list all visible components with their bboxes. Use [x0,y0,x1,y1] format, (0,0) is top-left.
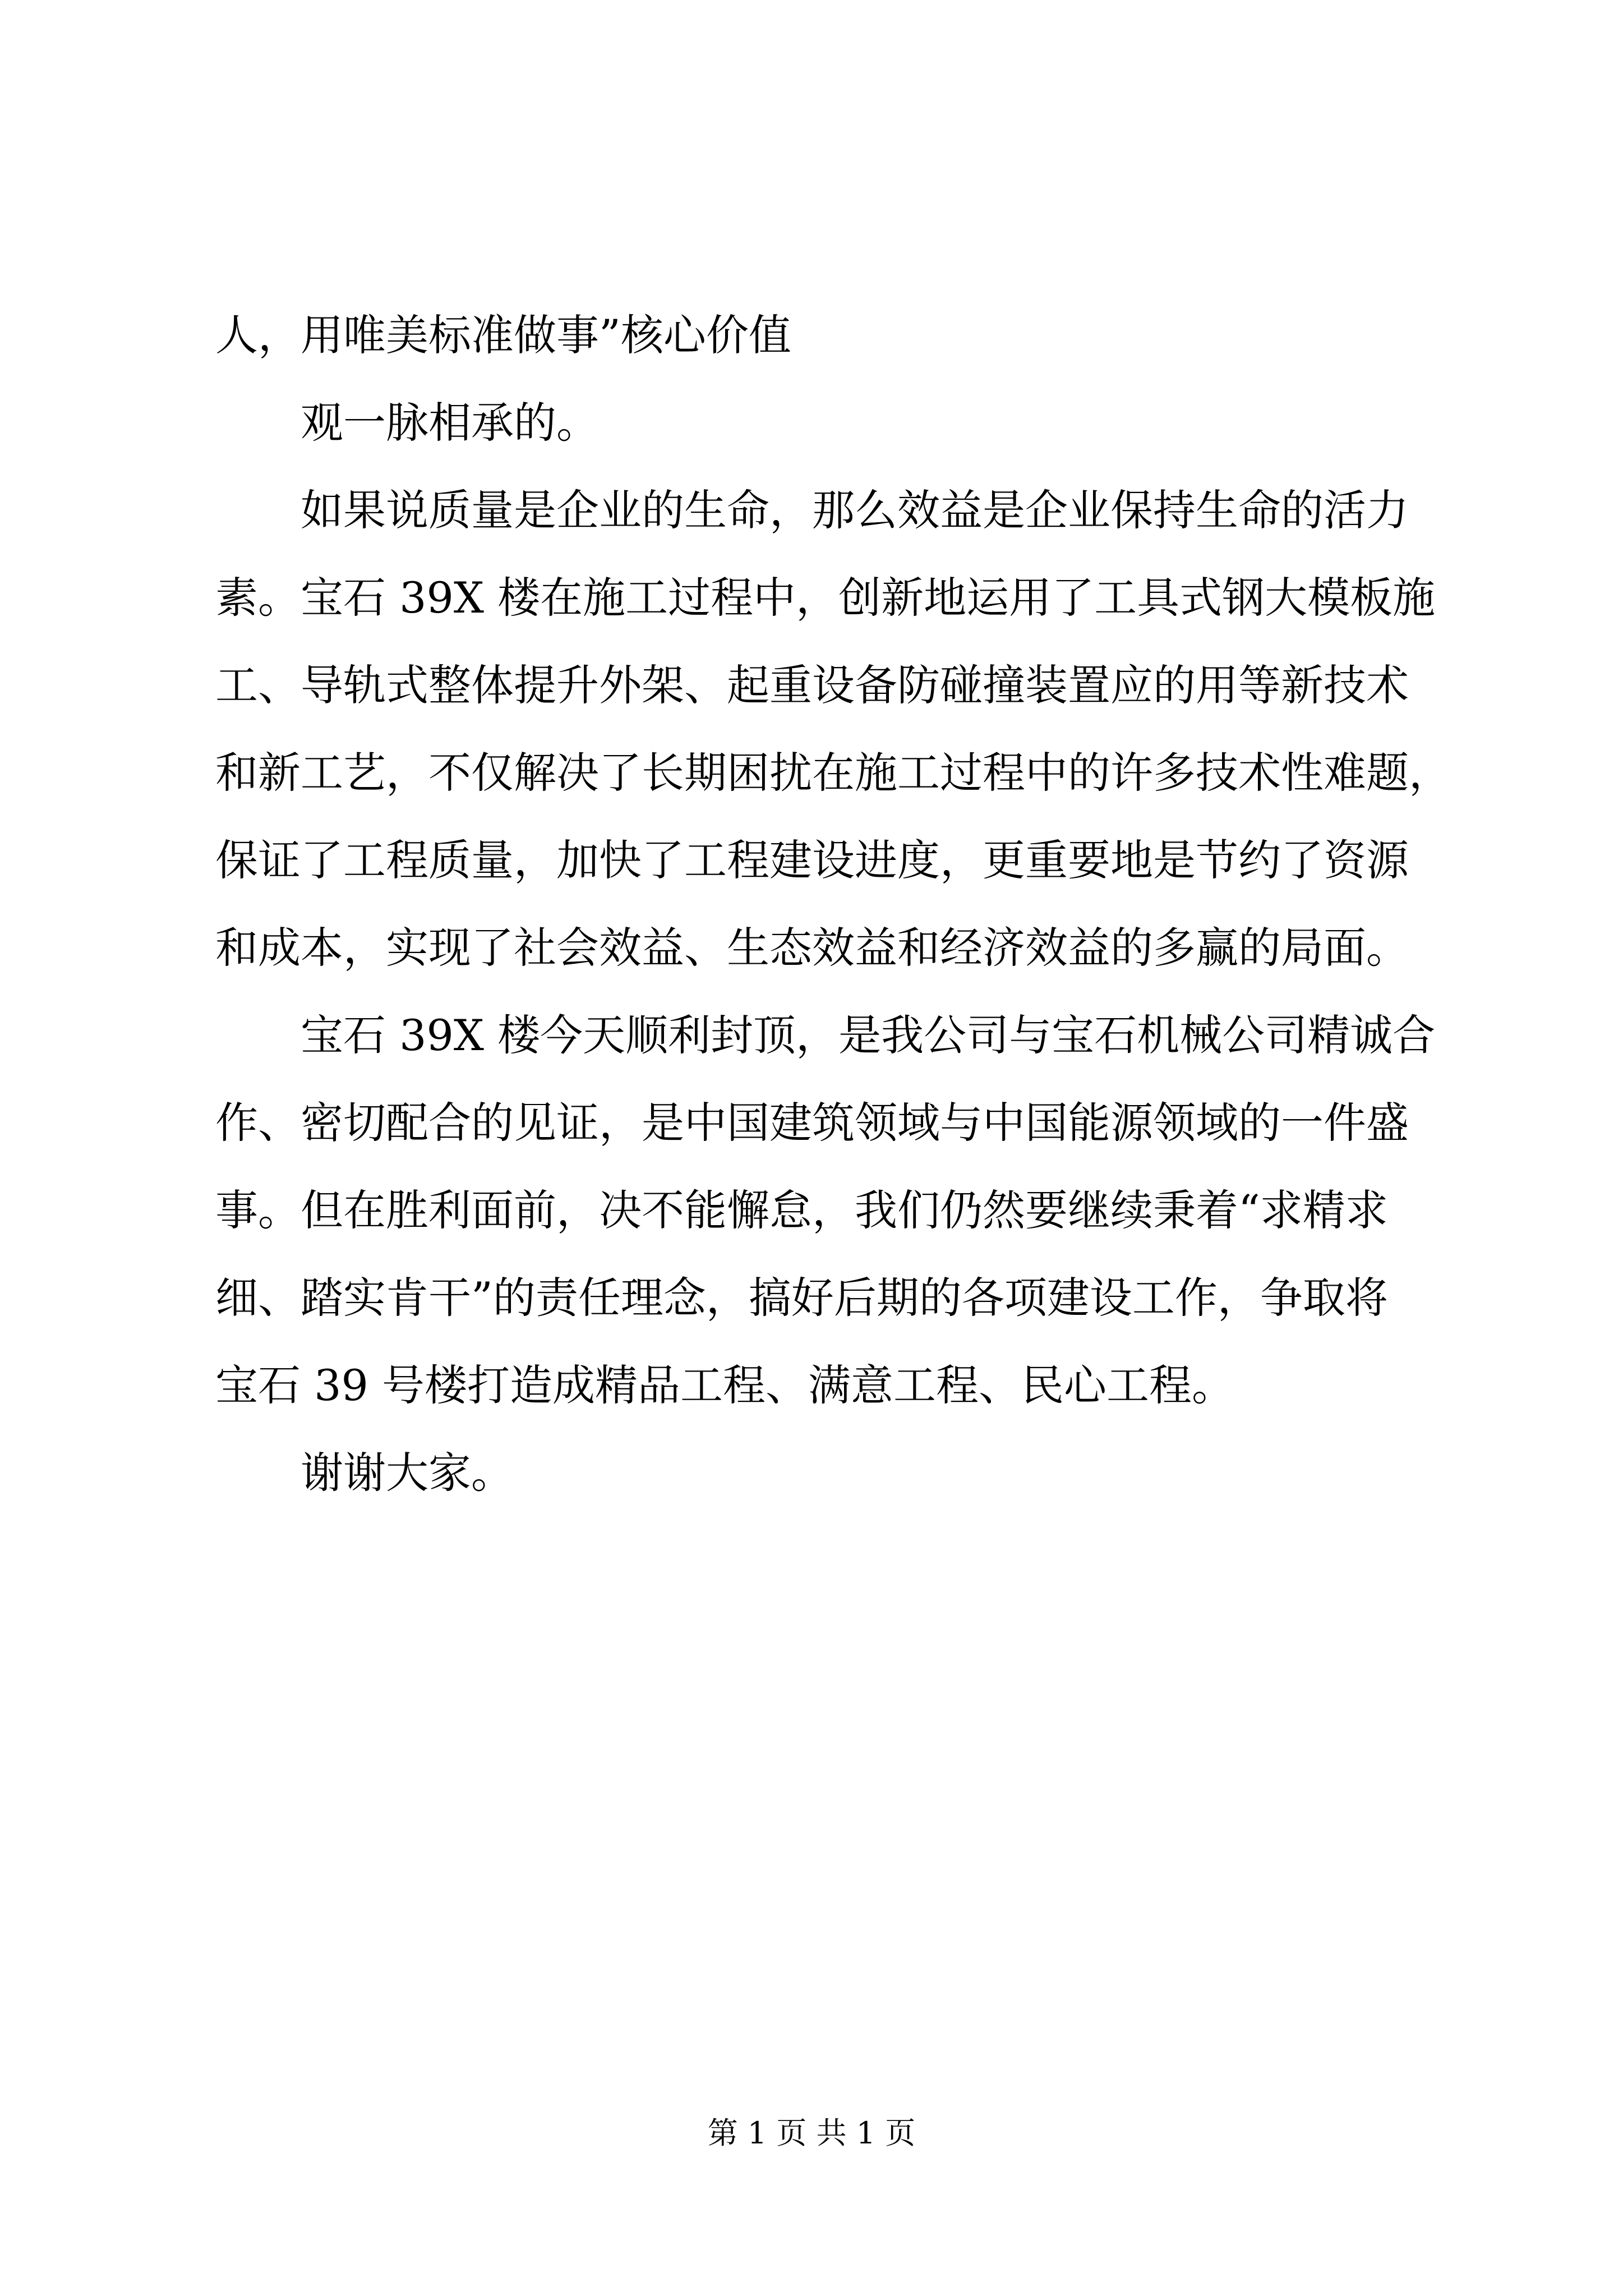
text-line-9: 宝石 39X 楼今天顺利封顶，是我公司与宝石机械公司精诚合 [301,1010,1436,1060]
text-line-14: 谢谢大家。 [301,1448,514,1498]
text-line-6: 和新工艺，不仅解决了长期困扰在施工过程中的许多技术性难题， [215,748,1451,798]
text-line-12: 细、踏实肯干”的责任理念，搞好后期的各项建设工作，争取将 [215,1273,1388,1323]
text-line-5: 工、导轨式整体提升外架、起重设备防碰撞装置应的用等新技术 [215,660,1409,710]
text-line-8: 和成本，实现了社会效益、生态效益和经济效益的多赢的局面。 [215,923,1409,973]
text-line-2: 观一脉相承的。 [301,398,599,448]
text-line-13: 宝石 39 号楼打造成精品工程、满意工程、民心工程。 [215,1360,1235,1410]
text-line-1: 人，用唯美标准做事”核心价值 [215,310,791,360]
text-line-11: 事。但在胜利面前，决不能懈怠，我们仍然要继续秉着“求精求 [215,1185,1388,1235]
page-footer: 第 1 页 共 1 页 [707,2115,916,2151]
text-line-7: 保证了工程质量，加快了工程建设进度，更重要地是节约了资源 [215,835,1409,885]
text-line-10: 作、密切配合的见证，是中国建筑领域与中国能源领域的一件盛 [215,1098,1409,1148]
text-line-3: 如果说质量是企业的生命，那么效益是企业保持生命的活力 [301,485,1409,535]
text-line-4: 素。宝石 39X 楼在施工过程中，创新地运用了工具式钢大模板施 [215,573,1436,623]
